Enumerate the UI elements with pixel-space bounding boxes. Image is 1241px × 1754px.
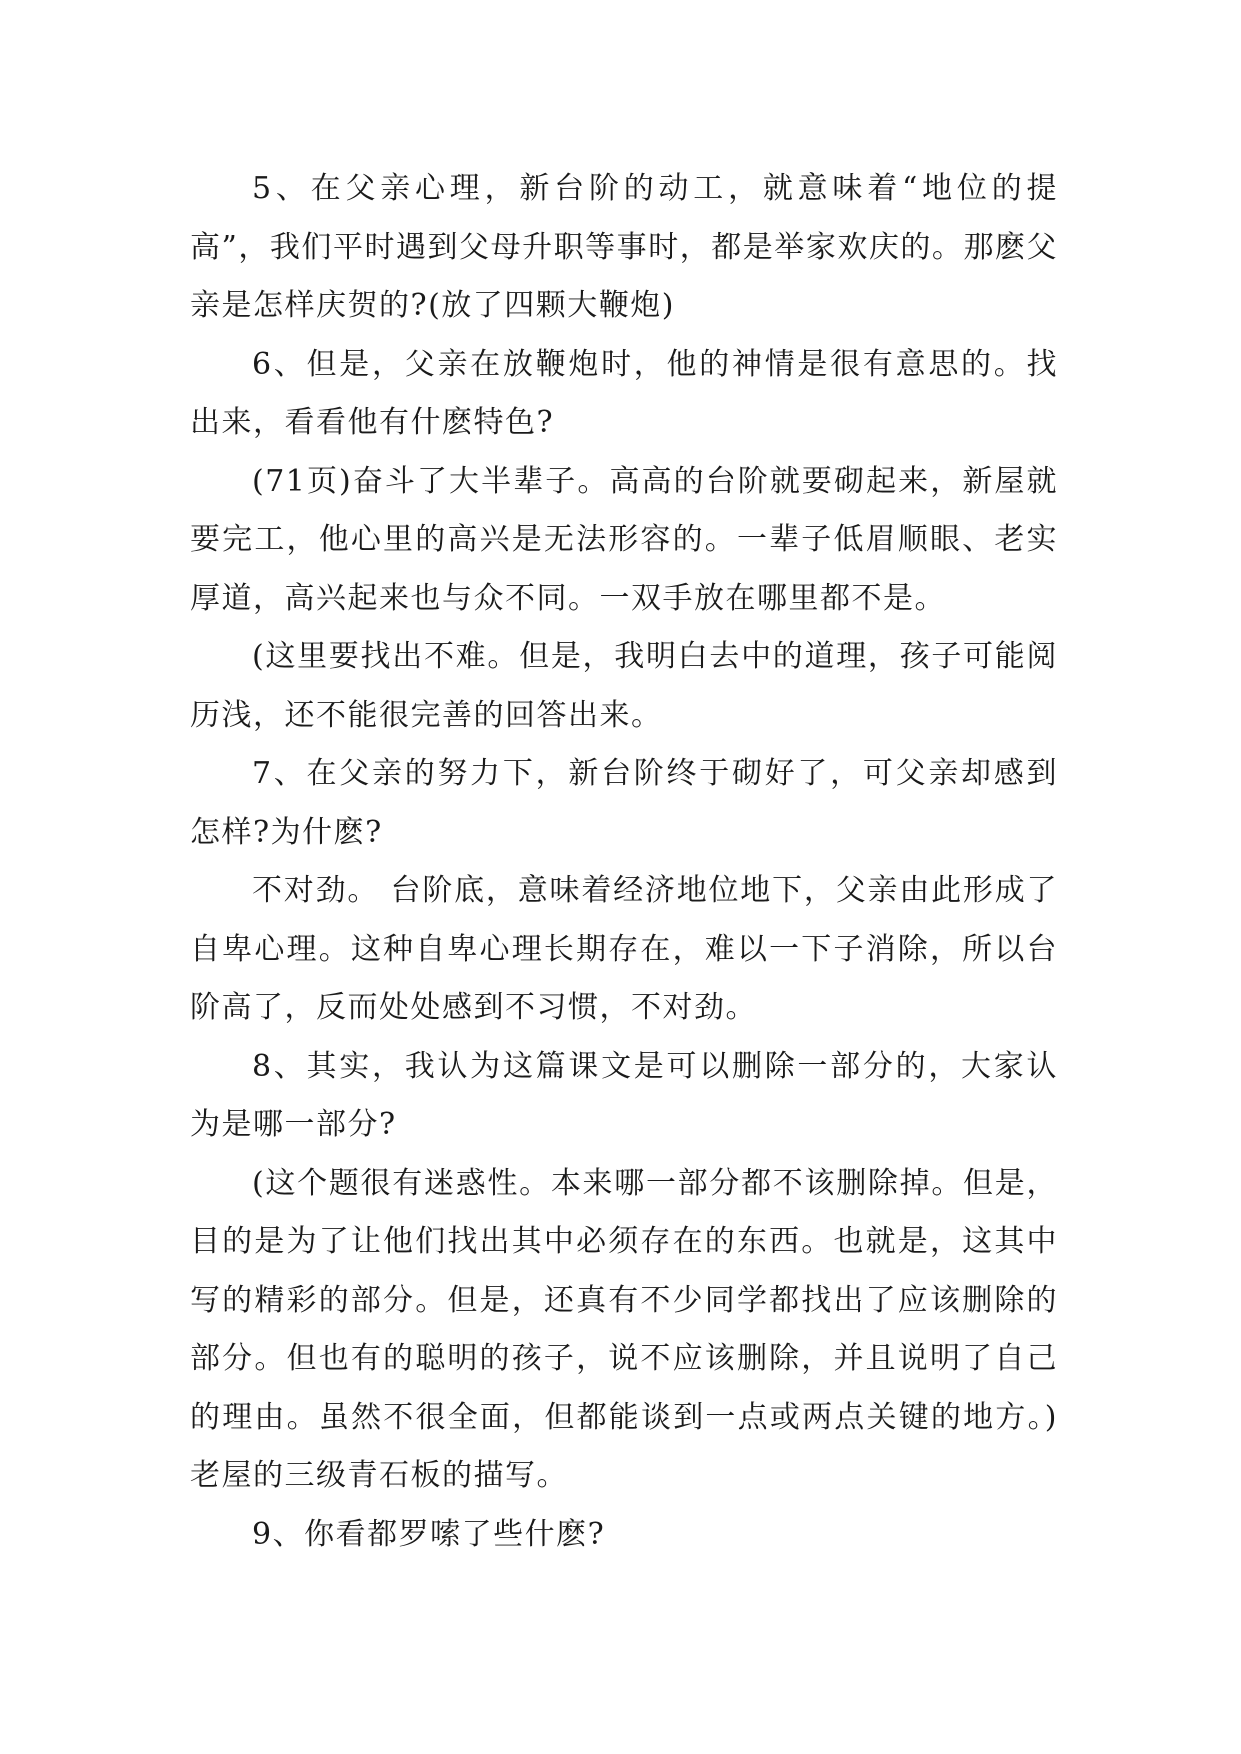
paragraph-question-7: 7、在父亲的努力下，新台阶终于砌好了，可父亲却感到怎样?为什麽? <box>190 756 1058 850</box>
paragraph-question-5: 5、在父亲心理，新台阶的动工，就意味着“地位的提高”，我们平时遇到父母升职等事时，都是举家欢庆的。那麽父亲是怎样庆贺的?(放了四颗大鞭炮) <box>190 171 1058 323</box>
document-body <box>190 160 1058 1564</box>
paragraph-question-9: 9、你看都罗嗦了些什麽? <box>252 1516 606 1552</box>
paragraph-answer-7: 不对劲。 台阶底，意味着经济地位地下，父亲由此形成了自卑心理。这种自卑心理长期存在，难以一下子消除，所以台阶高了，反而处处感到不习惯，不对劲。 <box>190 873 1058 1025</box>
paragraph-answer-8: (这个题很有迷惑性。本来哪一部分都不该删除掉。但是，目的是为了让他们找出其中必须存在的东西。也就是，这其中写的精彩的部分。但是，还真有不少同学都找出了应该删除的部分。但也有的聪明的孩子，说不应该删除，并且说明了自己的理由。虽然不很全面，但都能谈到一点或两点关键的地方。)老屋的三级青石板的描写。 <box>190 1165 1058 1493</box>
paragraph-note-6: (这里要找出不难。但是，我明白去中的道理，孩子可能阅历浅，还不能很完善的回答出来。 <box>190 639 1058 733</box>
paragraph-question-6: 6、但是，父亲在放鞭炮时，他的神情是很有意思的。找出来，看看他有什麽特色? <box>190 346 1058 440</box>
paragraph-question-8: 8、其实，我认为这篇课文是可以删除一部分的，大家认为是哪一部分? <box>190 1048 1058 1142</box>
paragraph-answer-6: (71页)奋斗了大半辈子。高高的台阶就要砌起来，新屋就要完工，他心里的高兴是无法形容的。一辈子低眉顺眼、老实厚道，高兴起来也与众不同。一双手放在哪里都不是。 <box>190 463 1058 616</box>
